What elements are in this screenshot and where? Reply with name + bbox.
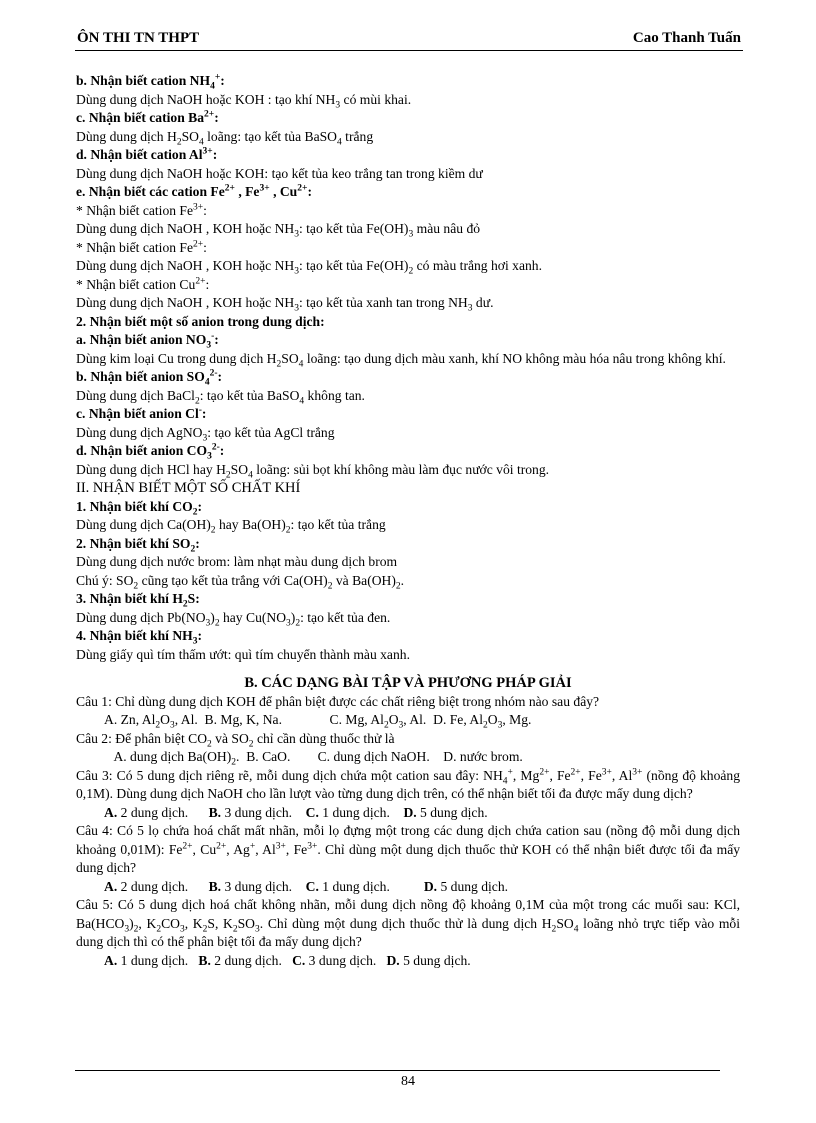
heading-so2: 2. Nhận biết khí $SO_2$:: [76, 535, 200, 555]
heading-anion: 2. Nhận biết một số anion trong dung dịch:: [76, 313, 325, 329]
heading-al: d. Nhận biết cation $Al^{3+}$:: [76, 146, 218, 162]
heading-nh3: 4. Nhận biết khí $NH_3$:: [76, 628, 203, 647]
text-cl: Dùng dung dịch AgNO$_3$: tạo kết tủa AgCl trắng: [76, 424, 335, 444]
subheading-fe2: * Nhận biết cation $Fe^{2+}$:: [76, 238, 207, 255]
heading-no3: a. Nhận biết anion $NO_3^-$:: [76, 331, 219, 351]
heading-h2s: 3. Nhận biết khí $H_2S$:: [76, 591, 200, 610]
document-body: [76, 72, 740, 970]
footer-divider: [75, 1070, 720, 1071]
question-4: Câu 4: Có 5 lọ chứa hoá chất mất nhãn, mỗi lọ đựng một trong các dung dịch chứa cation sau (nồng độ mỗi dung dịch khoảng 0,01M): $Fe^{2+}$, $Cu^{2+}$, Ag+, $Al^{3+}$, $Fe^{3+}$. Chỉ dùng một dung dịch thuốc thử KOH có thể nhận biết được tối đa mấy dung dịch?: [76, 823, 741, 875]
question-3-options: A. 2 dung dịch. B. 3 dung dịch. C. 1 dung dịch. D. 5 dung dịch.: [104, 804, 488, 820]
heading-co3: d. Nhận biết anion $CO_3^{2-}$:: [76, 442, 225, 462]
question-5-options: A. 1 dung dịch. B. 2 dung dịch. C. 3 dung dịch. D. 5 dung dịch.: [104, 952, 471, 968]
text-fe2: Dùng dung dịch NaOH , KOH hoặc $NH_3$: tạo kết tủa $Fe(OH)_2$ có màu trắng hơi xanh.: [76, 258, 542, 277]
heading-ba: c. Nhận biết cation $Ba^{2+}$:: [76, 109, 219, 125]
text-so4: Dùng dung dịch BaCl$_2$: tạo kết tủa BaSO$_4$ không tan.: [76, 387, 365, 407]
question-1: Câu 1: Chỉ dùng dung dịch KOH để phân biệt được các chất riêng biệt trong nhóm nào sau đây?: [76, 693, 600, 709]
question-2-options: A. dung dịch $Ba(OH)_2$. B. CaO. C. dung dịch NaOH. D. nước brom.: [104, 749, 523, 768]
text-no3: Dùng kim loại Cu trong dung dịch $H_2SO_4$ loãng: tạo dung dịch màu xanh, khí NO không màu hóa nâu trong không khí.: [76, 350, 726, 370]
subheading-cu: * Nhận biết cation $Cu^{2+}$:: [76, 275, 210, 292]
section-exercises: B. CÁC DẠNG BÀI TẬP VÀ PHƯƠNG PHÁP GIẢI: [244, 675, 572, 691]
heading-so4: b. Nhận biết anion $SO_4^{2-}$:: [76, 368, 223, 388]
heading-nh4: b. Nhận biết cation $NH_4^+$:: [76, 72, 225, 92]
text-cu: Dùng dung dịch NaOH , KOH hoặc $NH_3$: tạo kết tủa xanh tan trong $NH_3$ dư.: [76, 295, 494, 314]
text-nh3: Dùng giấy quì tím thấm ướt: quì tím chuyển thành màu xanh.: [76, 646, 410, 662]
page-number: 84: [401, 1074, 415, 1089]
question-3: Câu 3: Có 5 dung dịch riêng rẽ, mỗi dung dịch chứa một cation sau đây: $NH_4^+$, $Mg^{2+}$, $Fe^{2+}$, $Fe^{3+}$, $Al^{3+}$ (nồng độ khoảng 0,1M). Dùng dung dịch NaOH cho lần lượt vào từng dung dịch trên, có thể nhận biết tối đa được mấy dung dịch?: [76, 766, 741, 801]
note-so2: Chú ý: $SO_2$ cũng tạo kết tủa trắng với $Ca(OH)_2$ và $Ba(OH)_2$.: [76, 572, 405, 592]
header-title: ÔN THI TN THPT: [77, 30, 200, 46]
question-5: Câu 5: Có 5 dung dịch hoá chất không nhãn, mỗi dung dịch nồng độ khoảng 0,1M của một trong các muối sau: KCl, $Ba(HCO_3)_2$, $K_2CO_3$, $K_2S$, $K_2SO_3$. Chỉ dùng một dung dịch thuốc thử là dung dịch $H_2SO_4$ loãng nhỏ trực tiếp vào mỗi dung dịch thì có thể phân biệt tối đa mấy dung dịch?: [76, 897, 740, 949]
text-al: Dùng dung dịch NaOH hoặc KOH: tạo kết tủa keo trắng tan trong kiềm dư: [76, 165, 483, 181]
heading-cl: c. Nhận biết anion Cl-:: [76, 405, 207, 421]
question-4-options: A. 2 dung dịch. B. 3 dung dịch. C. 1 dung dịch. D. 5 dung dịch.: [104, 878, 509, 894]
question-1-options: A. Zn, $Al_2O_3$, Al. B. Mg, K, Na. C. Mg, $Al_2O_3$, Al. D. Fe, $Al_2O_3$, Mg.: [104, 712, 532, 731]
subheading-fe3: * Nhận biết cation $Fe^{3+}$:: [76, 201, 207, 218]
section-gases: II. NHẬN BIẾT MỘT SỐ CHẤT KHÍ: [76, 480, 301, 496]
text-co3: Dùng dung dịch HCl hay $H_2SO_4$ loãng: sủi bọt khí không màu làm đục nước vôi trong.: [76, 461, 550, 481]
text-h2s: Dùng dung dịch $Pb(NO_3)_2$ hay $Cu(NO_3)_2$: tạo kết tủa đen.: [76, 609, 391, 629]
text-so2: Dùng dung dịch nước brom: làm nhạt màu dung dịch brom: [76, 554, 398, 569]
text-fe3: Dùng dung dịch NaOH , KOH hoặc $NH_3$: tạo kết tủa $Fe(OH)_3$ màu nâu đỏ: [76, 221, 481, 240]
question-2: Câu 2: Để phân biệt $CO_2$ và $SO_2$ chỉ cần dùng thuốc thử là: [76, 730, 395, 750]
page-header: [75, 30, 743, 51]
heading-co2: 1. Nhận biết khí $CO_2$:: [76, 498, 203, 518]
text-nh4: Dùng dung dịch NaOH hoặc KOH : tạo khí $NH_3$ có mùi khai.: [76, 91, 412, 111]
header-author: Cao Thanh Tuấn: [632, 30, 741, 46]
text-co2: Dùng dung dịch $Ca(OH)_2$ hay $Ba(OH)_2$: tạo kết tủa trắng: [76, 517, 386, 536]
text-ba: Dùng dung dịch $H_2SO_4$ loãng: tạo kết tủa BaSO$_4$ trắng: [76, 128, 374, 148]
heading-fe-cu: e. Nhận biết các cation $Fe^{2+}$ , $Fe^{3+}$ , $Cu^{2+}$:: [76, 183, 312, 199]
